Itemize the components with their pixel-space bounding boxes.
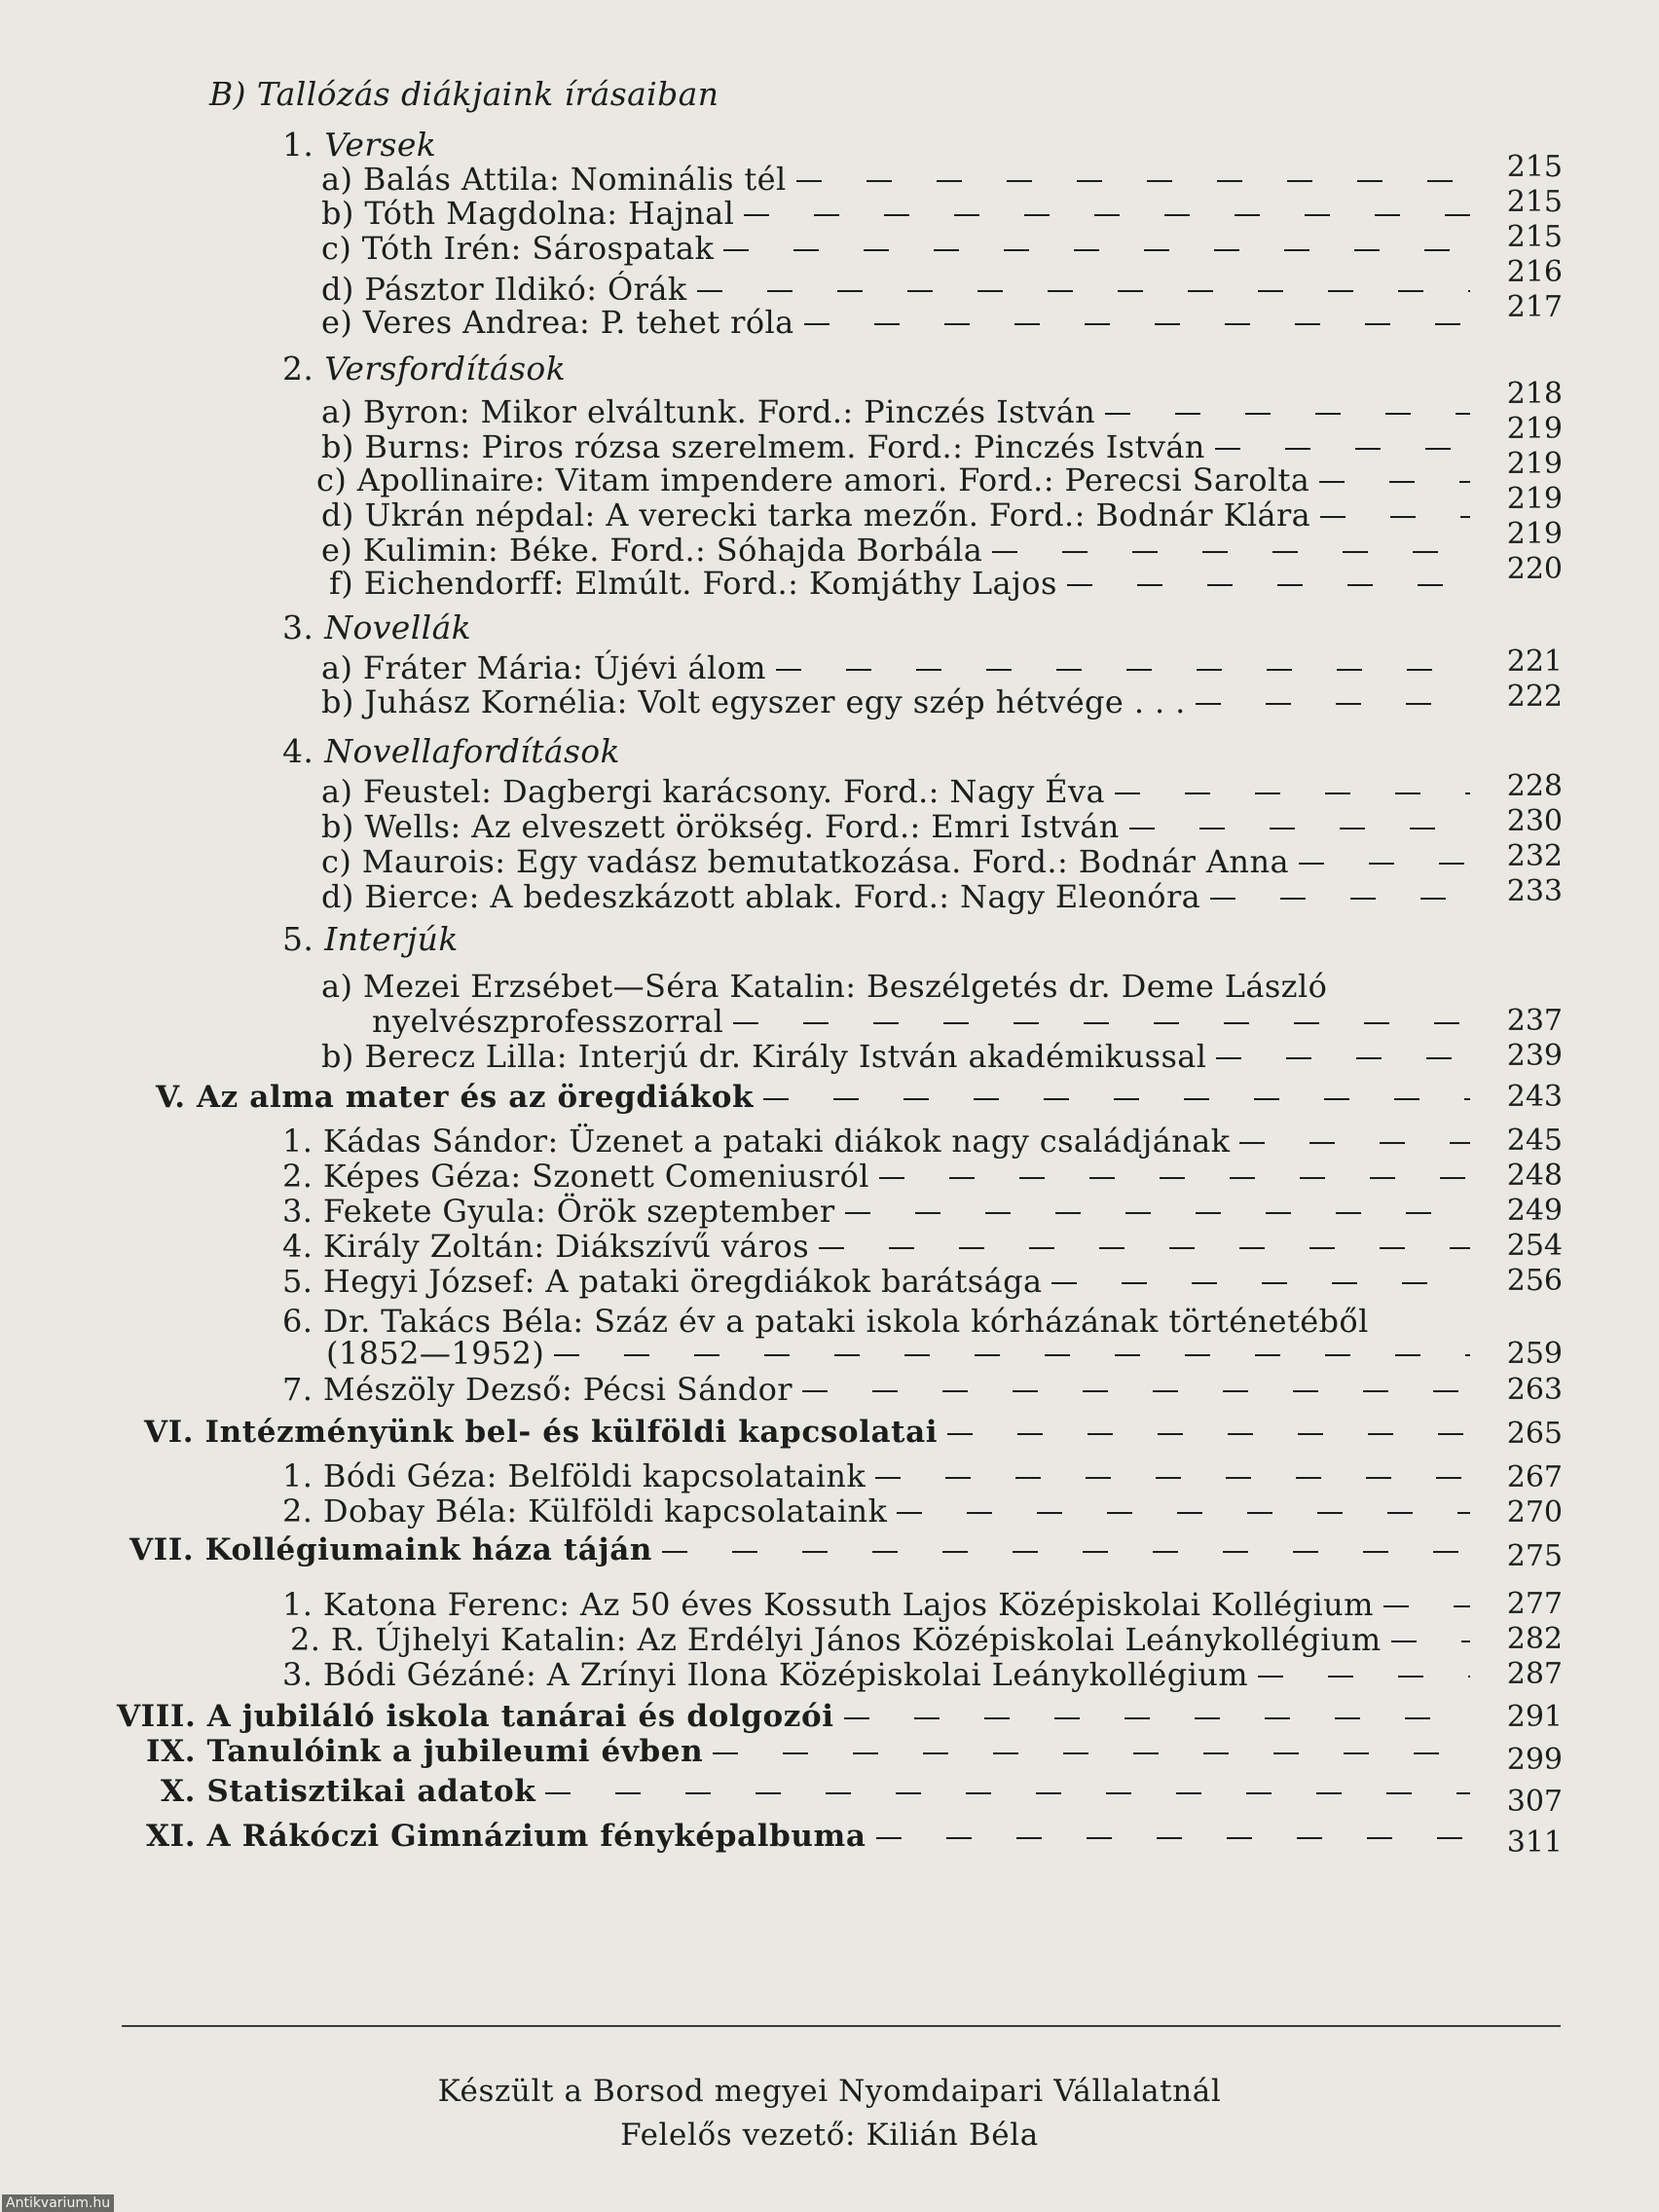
page-number: 219: [1506, 412, 1563, 446]
toc-entry: b) Burns: Piros rózsa szerelmem. Ford.: Pinczés István: [321, 428, 1480, 465]
toc-entry: 1. Bódi Géza: Belföldi kapcsolataink: [282, 1457, 1480, 1494]
toc-entry: a) Balás Attila: Nominális tél: [321, 161, 1480, 198]
page-number: 299: [1506, 1743, 1563, 1777]
toc-entry: 2. Képes Géza: Szonett Comeniusról: [282, 1158, 1480, 1195]
toc-entry: (1852—1952): [326, 1335, 1480, 1372]
page-number: 221: [1506, 645, 1563, 679]
page-number: 267: [1506, 1460, 1563, 1494]
interjuk-heading: 5. Interjúk: [282, 920, 459, 958]
page-number: 263: [1506, 1373, 1563, 1407]
toc-entry: e) Kulimin: Béke. Ford.: Sóhajda Borbála: [321, 532, 1480, 569]
toc-entry: 3. Bódi Gézáné: A Zrínyi Ilona Középiskolai Leánykollégium: [282, 1656, 1480, 1693]
page-number: 270: [1506, 1495, 1563, 1530]
toc-entry: 3. Fekete Gyula: Örök szeptember: [282, 1193, 1480, 1230]
versforditasok-heading: 2. Versfordítások: [282, 350, 567, 387]
page-number: 259: [1506, 1337, 1563, 1371]
toc-entry: b) Berecz Lilla: Interjú dr. Király István akadémikussal: [321, 1038, 1480, 1075]
page-number: 217: [1506, 290, 1563, 324]
page-number: 291: [1506, 1700, 1563, 1734]
imprint-printer: Készült a Borsod megyei Nyomdaipari Vállalatnál: [437, 2074, 1222, 2109]
page-number: 230: [1506, 804, 1563, 838]
page-number: 265: [1506, 1417, 1563, 1451]
page-number: 222: [1506, 680, 1563, 714]
page-number: 219: [1506, 447, 1563, 481]
page-number: 248: [1506, 1159, 1563, 1193]
toc-entry: f) Eichendorff: Elmúlt. Ford.: Komjáthy Lajos: [329, 565, 1480, 602]
watermark: Antikvarium.hu: [2, 2194, 114, 2212]
chapter-title: VIII. A jubiláló iskola tanárai és dolgozói: [117, 1698, 1480, 1735]
page-number: 232: [1506, 839, 1563, 873]
toc-entry: 1. Kádas Sándor: Üzenet a pataki diákok nagy családjának: [282, 1123, 1480, 1160]
toc-entry: b) Tóth Magdolna: Hajnal: [321, 195, 1480, 232]
toc-entry: a) Fráter Mária: Újévi álom: [321, 649, 1480, 686]
toc-entry: d) Ukrán népdal: A verecki tarka mezőn. Ford.: Bodnár Klára: [321, 497, 1480, 534]
toc-entry: d) Bierce: A bedeszkázott ablak. Ford.: Nagy Eleonóra: [321, 878, 1480, 915]
page-number: 254: [1506, 1229, 1563, 1263]
page-number: 219: [1506, 517, 1563, 551]
toc-entry: 7. Mészöly Dezső: Pécsi Sándor: [282, 1371, 1480, 1408]
page-number: 215: [1506, 150, 1563, 184]
page-number: 275: [1506, 1539, 1563, 1573]
toc-entry: b) Wells: Az elveszett örökség. Ford.: Emri István: [321, 808, 1480, 845]
chapter-title: VII. Kollégiumaink háza táján: [129, 1531, 1480, 1568]
page-number: 245: [1506, 1124, 1563, 1158]
toc-entry: 5. Hegyi József: A pataki öregdiákok barátsága: [282, 1263, 1480, 1300]
page-number: 215: [1506, 185, 1563, 219]
toc-entry: 6. Dr. Takács Béla: Száz év a pataki iskola kórházának történetéből: [282, 1303, 1369, 1340]
page-number: 216: [1506, 255, 1563, 289]
page-number: 282: [1506, 1622, 1563, 1656]
toc-entry: 1. Katona Ferenc: Az 50 éves Kossuth Lajos Középiskolai Kollégium: [282, 1586, 1480, 1623]
footer-divider: [122, 2025, 1561, 2027]
page-number: 243: [1506, 1080, 1563, 1114]
chapter-title: IX. Tanulóink a jubileumi évben: [146, 1733, 1480, 1770]
page-number: 237: [1506, 1004, 1563, 1038]
versek-heading: 1. Versek: [282, 126, 437, 164]
page-number: 307: [1506, 1785, 1563, 1819]
page-number: 228: [1506, 769, 1563, 803]
page-number: 249: [1506, 1194, 1563, 1228]
toc-entry: c) Apollinaire: Vitam impendere amori. Ford.: Perecsi Sarolta: [316, 461, 1480, 498]
imprint-manager: Felelős vezető: Kilián Béla: [620, 2118, 1039, 2153]
toc-entry: e) Veres Andrea: P. tehet róla: [321, 304, 1480, 341]
page-number: 219: [1506, 482, 1563, 516]
toc-entry: 4. Király Zoltán: Diákszívű város: [282, 1228, 1480, 1265]
section-b-title: B) Tallózás diákjaink írásaiban: [209, 75, 719, 113]
page-number: 287: [1506, 1657, 1563, 1691]
toc-entry: nyelvészprofesszorral: [372, 1003, 1480, 1040]
page-number: 239: [1506, 1039, 1563, 1073]
toc-entry: c) Tóth Irén: Sárospatak: [321, 230, 1480, 267]
page-number: 215: [1506, 220, 1563, 254]
toc-entry: a) Feustel: Dagbergi karácsony. Ford.: Nagy Éva: [321, 773, 1480, 810]
page-number: 256: [1506, 1264, 1563, 1298]
chapter-title: V. Az alma mater és az öregdiákok: [156, 1079, 1480, 1116]
toc-entry: a) Mezei Erzsébet—Séra Katalin: Beszélgetés dr. Deme László: [321, 968, 1328, 1005]
page-number: 311: [1506, 1825, 1563, 1860]
novellaforditasok-heading: 4. Novellafordítások: [282, 732, 620, 770]
toc-entry: a) Byron: Mikor elváltunk. Ford.: Pinczés István: [321, 393, 1480, 430]
page-number: 218: [1506, 377, 1563, 411]
toc-entry: 2. Dobay Béla: Külföldi kapcsolataink: [282, 1493, 1480, 1530]
chapter-title: X. Statisztikai adatok: [161, 1773, 1480, 1810]
page-number: 220: [1506, 552, 1563, 586]
toc-entry: b) Juhász Kornélia: Volt egyszer egy szép hétvége . . .: [321, 683, 1480, 720]
toc-entry: d) Pásztor Ildikó: Órák: [321, 271, 1480, 308]
toc-entry: c) Maurois: Egy vadász bemutatkozása. Ford.: Bodnár Anna: [321, 843, 1480, 880]
toc-entry: 2. R. Újhelyi Katalin: Az Erdélyi János Középiskolai Leánykollégium: [290, 1621, 1480, 1658]
page-number: 277: [1506, 1587, 1563, 1621]
chapter-title: XI. A Rákóczi Gimnázium fényképalbuma: [146, 1818, 1480, 1855]
page-number: 233: [1506, 874, 1563, 908]
novellak-heading: 3. Novellák: [282, 608, 472, 646]
chapter-title: VI. Intézményünk bel- és külföldi kapcsolatai: [144, 1414, 1480, 1451]
